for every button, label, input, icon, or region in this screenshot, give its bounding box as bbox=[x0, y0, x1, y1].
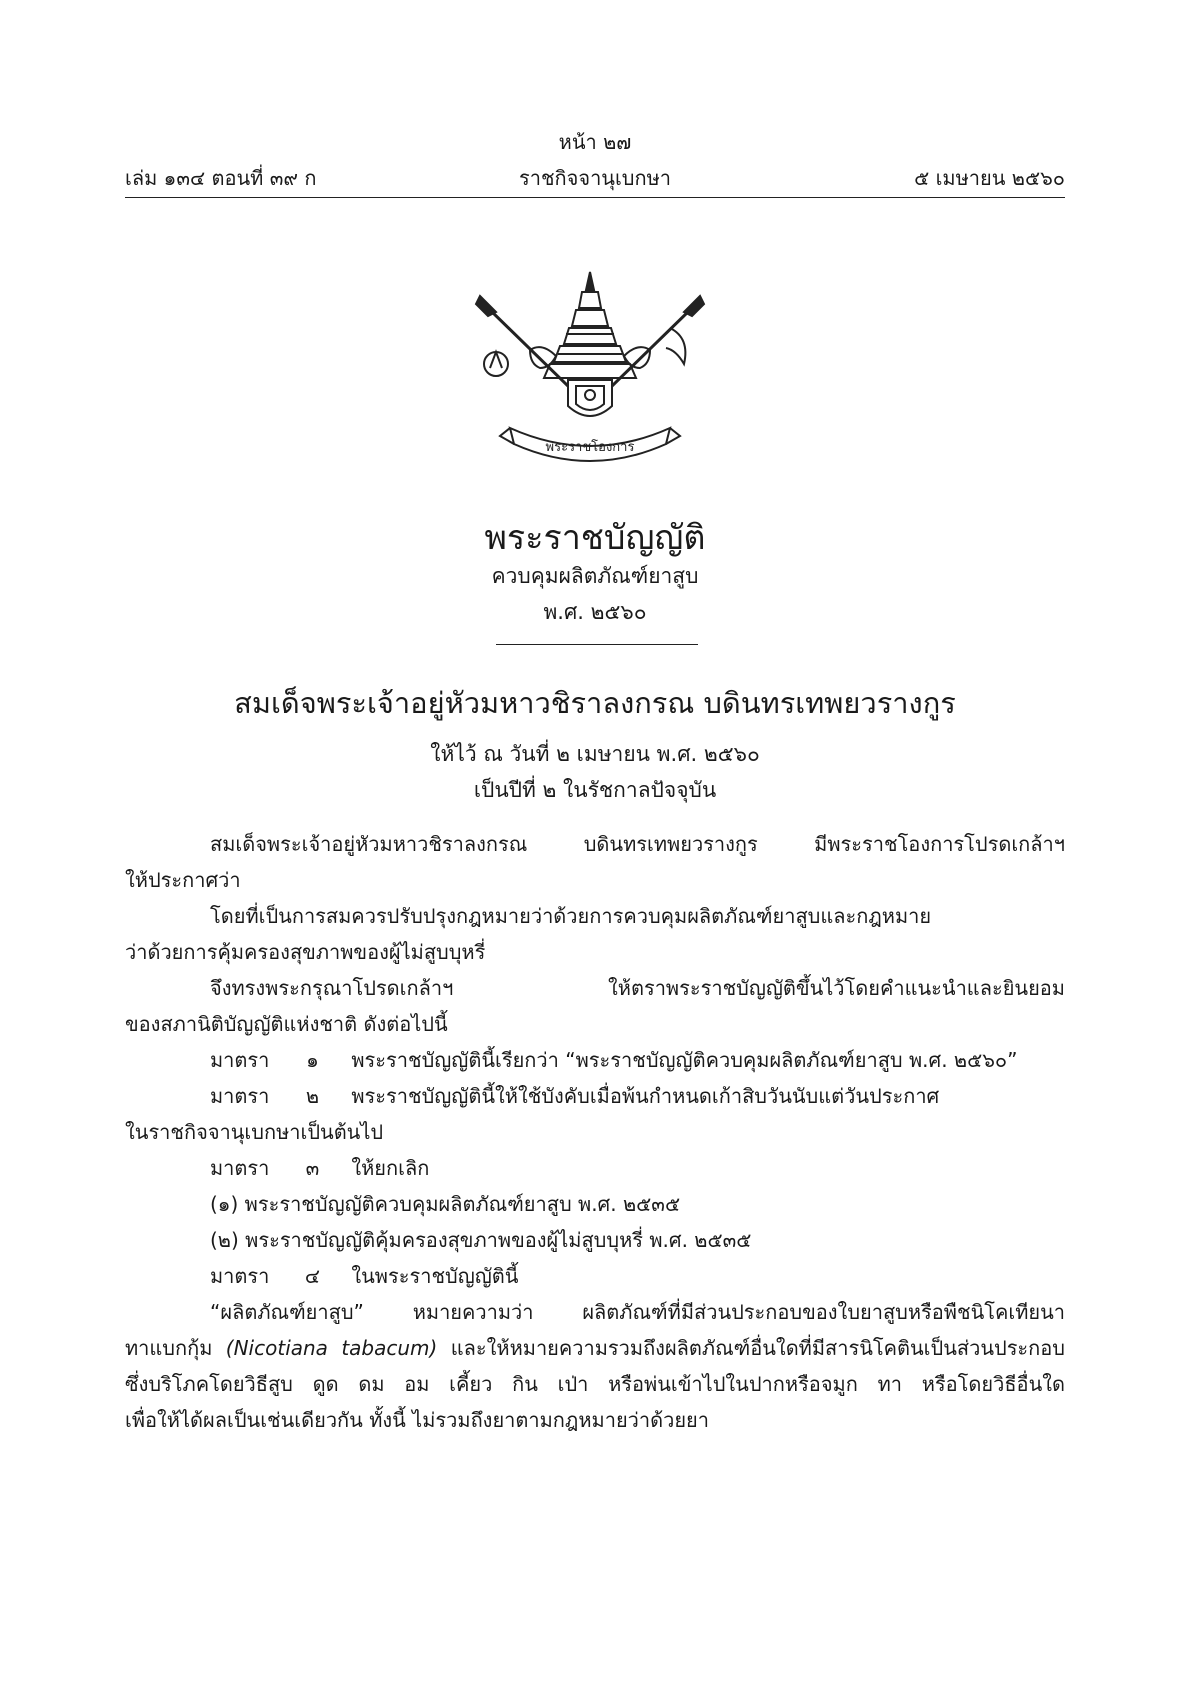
definition-line-3: ซึ่งบริโภคโดยวิธีสูบ ดูด ดม อม เคี้ยว กิน เป่า หรือพ่นเข้าไปในปากหรือจมูก ทา หรือโดยวิธีอื่นใด bbox=[125, 1372, 1065, 1396]
header-rule bbox=[125, 197, 1065, 198]
reign-year: เป็นปีที่ ๒ ในรัชกาลปัจจุบัน bbox=[473, 778, 717, 802]
section-number: ๔ bbox=[304, 1264, 321, 1288]
section-label: มาตรา bbox=[210, 1156, 270, 1180]
given-date: ให้ไว้ ณ วันที่ ๒ เมษายน พ.ศ. ๒๕๖๐ bbox=[430, 742, 760, 766]
emblem-ribbon-text: พระราชโองการ bbox=[545, 440, 635, 455]
royal-garuda-emblem-icon bbox=[470, 268, 710, 468]
section-label: มาตรา bbox=[210, 1264, 270, 1288]
section-number: ๒ bbox=[305, 1084, 320, 1108]
proclamation-line-2: ให้ประกาศว่า bbox=[125, 868, 241, 892]
section-4 bbox=[125, 1258, 1065, 1294]
definition-line-2 bbox=[125, 1330, 1065, 1366]
section-1 bbox=[125, 1042, 1065, 1078]
act-subject: ควบคุมผลิตภัณฑ์ยาสูบ bbox=[491, 564, 699, 588]
definition-line-4: เพื่อให้ได้ผลเป็นเช่นเดียวกัน ทั้งนี้ ไม่รวมถึงยาตามกฎหมายว่าด้วยยา bbox=[125, 1408, 710, 1432]
section-text: ให้ยกเลิก bbox=[351, 1156, 430, 1180]
definition-continuation: และให้หมายความรวมถึงผลิตภัณฑ์อื่นใดที่มีสารนิโคตินเป็นส่วนประกอบ bbox=[450, 1336, 1065, 1360]
repeal-item-2: (๒) พระราชบัญญัติคุ้มครองสุขภาพของผู้ไม่สูบบุหรี่ พ.ศ. ๒๕๓๕ bbox=[210, 1228, 752, 1252]
volume-issue: เล่ม ๑๓๔ ตอนที่ ๓๙ ก bbox=[125, 166, 317, 190]
section-number: ๓ bbox=[305, 1156, 320, 1180]
section-label: มาตรา bbox=[210, 1048, 270, 1072]
definition-line-1: “ผลิตภัณฑ์ยาสูบ” หมายความว่า ผลิตภัณฑ์ที่มีส่วนประกอบของใบยาสูบหรือพืชนิโคเทียนา bbox=[210, 1300, 1065, 1324]
publication-date: ๕ เมษายน ๒๕๖๐ bbox=[914, 166, 1065, 190]
enactment-line-1: จึงทรงพระกรุณาโปรดเกล้าฯ ให้ตราพระราชบัญญัติขึ้นไว้โดยคำแนะนำและยินยอม bbox=[210, 976, 1065, 1000]
section-label: มาตรา bbox=[210, 1084, 270, 1108]
reason-line-1: โดยที่เป็นการสมควรปรับปรุงกฎหมายว่าด้วยการควบคุมผลิตภัณฑ์ยาสูบและกฎหมาย bbox=[210, 904, 932, 928]
act-body bbox=[125, 826, 1065, 1438]
act-year: พ.ศ. ๒๕๖๐ bbox=[543, 600, 647, 624]
latin-name: (Nicotiana tabacum) bbox=[225, 1336, 438, 1360]
act-title: พระราชบัญญัติ bbox=[484, 518, 706, 558]
section-3 bbox=[125, 1150, 1065, 1186]
section-number: ๑ bbox=[306, 1048, 319, 1072]
definition-term: ทาแบกกุ้ม bbox=[125, 1336, 213, 1360]
section-2-continuation: ในราชกิจจานุเบกษาเป็นต้นไป bbox=[125, 1120, 384, 1144]
king-name: สมเด็จพระเจ้าอยู่หัวมหาวชิราลงกรณ บดินทรเทพยวรางกูร bbox=[234, 686, 956, 720]
title-rule bbox=[496, 644, 698, 645]
section-2 bbox=[125, 1078, 1065, 1114]
page-number: หน้า ๒๗ bbox=[558, 130, 632, 154]
section-text: พระราชบัญญัตินี้เรียกว่า “พระราชบัญญัติควบคุมผลิตภัณฑ์ยาสูบ พ.ศ. ๒๕๖๐” bbox=[351, 1048, 1018, 1072]
proclamation-line-1: สมเด็จพระเจ้าอยู่หัวมหาวชิราลงกรณ บดินทรเทพยวรางกูร มีพระราชโองการโปรดเกล้าฯ bbox=[210, 832, 1065, 856]
section-text: ในพระราชบัญญัตินี้ bbox=[351, 1264, 519, 1288]
repeal-item-1: (๑) พระราชบัญญัติควบคุมผลิตภัณฑ์ยาสูบ พ.ศ. ๒๕๓๕ bbox=[210, 1192, 681, 1216]
section-text: พระราชบัญญัตินี้ให้ใช้บังคับเมื่อพ้นกำหนดเก้าสิบวันนับแต่วันประกาศ bbox=[351, 1084, 940, 1108]
gazette-name: ราชกิจจานุเบกษา bbox=[518, 166, 672, 190]
enactment-line-2: ของสภานิติบัญญัติแห่งชาติ ดังต่อไปนี้ bbox=[125, 1012, 448, 1036]
reason-line-2: ว่าด้วยการคุ้มครองสุขภาพของผู้ไม่สูบบุหรี่ bbox=[125, 940, 486, 964]
